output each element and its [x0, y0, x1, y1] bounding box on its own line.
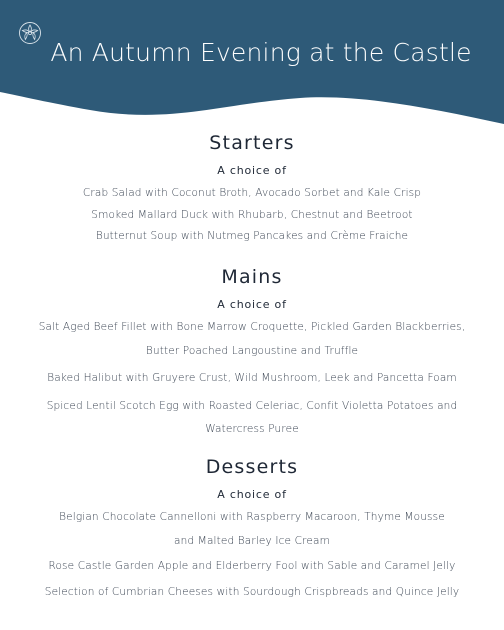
section-mains — [0, 265, 504, 442]
menu-item: Rose Castle Garden Apple and Elderberry Fool with Sable and Caramel Jelly — [48, 560, 456, 572]
choice-label: A choice of — [217, 298, 287, 311]
menu-item: Belgian Chocolate Cannelloni with Raspberry Macaroon, Thyme Mousse and Malted Barley Ice Cream — [59, 511, 445, 547]
menu-item: Butternut Soup with Nutmeg Pancakes and Crème Fraiche — [95, 230, 409, 242]
menu-item: Spiced Lentil Scotch Egg with Roasted Celeriac, Confit Violetta Potatoes and Watercress Puree — [46, 399, 458, 435]
menu-item: Smoked Mallard Duck with Rhubarb, Chestnut and Beetroot — [91, 208, 413, 221]
section-desserts — [0, 455, 504, 604]
section-heading: Mains — [221, 266, 283, 288]
menu-item: Crab Salad with Coconut Broth, Avocado Sorbet and Kale Crisp — [82, 187, 422, 199]
menu-item: Baked Halibut with Gruyere Crust, Wild Mushroom, Leek and Pancetta Foam — [47, 372, 457, 384]
choice-label: A choice of — [217, 488, 287, 501]
section-heading: Starters — [209, 132, 295, 154]
section-starters — [0, 131, 504, 249]
header-banner — [0, 0, 504, 130]
menu-item: Salt Aged Beef Fillet with Bone Marrow Croquette, Pickled Garden Blackberries, Butter Poached Langoustine and Truffle — [38, 321, 466, 357]
page-title: An Autumn Evening at the Castle — [50, 38, 472, 67]
choice-label: A choice of — [217, 164, 287, 177]
menu-item: Selection of Cumbrian Cheeses with Sourdough Crispbreads and Quince Jelly — [44, 585, 460, 598]
section-heading: Desserts — [205, 456, 299, 478]
